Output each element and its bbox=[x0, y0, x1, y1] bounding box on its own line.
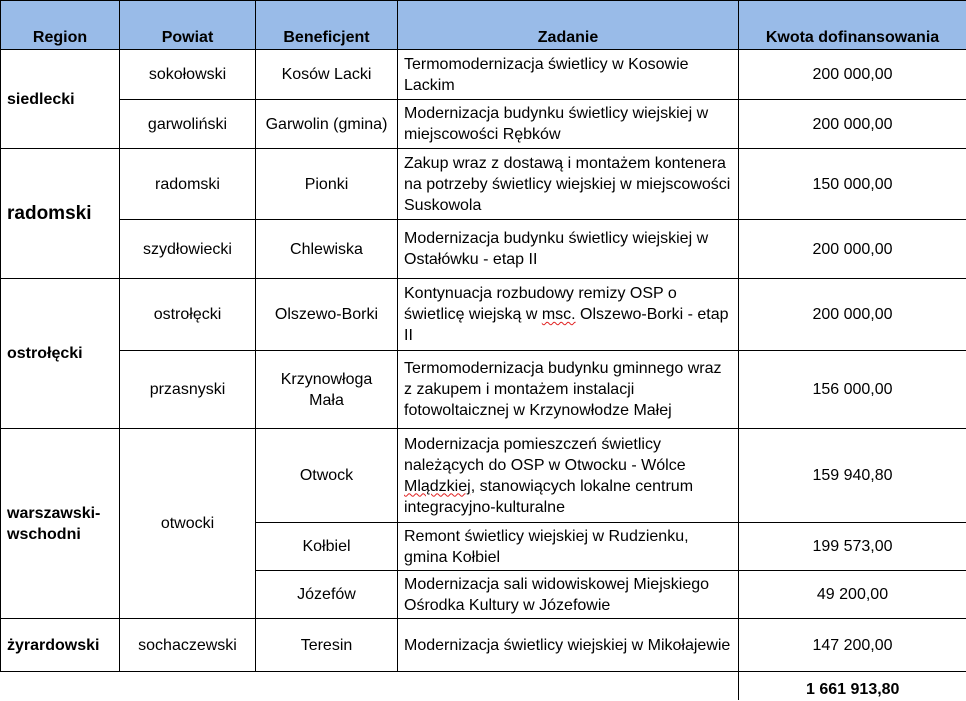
col-header-beneficjent: Beneficjent bbox=[256, 1, 398, 50]
zadanie-cell: Modernizacja sali widowiskowej Miejskiego Ośrodka Kultury w Józefowie bbox=[398, 571, 739, 619]
beneficjent-cell: Kołbiel bbox=[256, 523, 398, 571]
kwota-cell: 200 000,00 bbox=[739, 100, 966, 149]
powiat-cell: przasnyski bbox=[120, 351, 256, 429]
col-header-zadanie: Zadanie bbox=[398, 1, 739, 50]
region-cell: siedlecki bbox=[1, 50, 120, 149]
zadanie-cell: Zakup wraz z dostawą i montażem kontenera na potrzeby świetlicy wiejskiej w miejscowości Suskowola bbox=[398, 149, 739, 220]
beneficjent-cell: Garwolin (gmina) bbox=[256, 100, 398, 149]
zadanie-text: Olszewo-Borki - etap II bbox=[404, 306, 729, 344]
zadanie-cell bbox=[398, 429, 739, 523]
zadanie-cell: Modernizacja budynku świetlicy wiejskiej w Ostałówku - etap II bbox=[398, 220, 739, 279]
beneficjent-cell: Olszewo-Borki bbox=[256, 279, 398, 351]
beneficjent-cell: Kosów Lacki bbox=[256, 50, 398, 100]
region-cell: radomski bbox=[1, 149, 120, 279]
table-row bbox=[1, 429, 966, 523]
beneficjent-cell: Józefów bbox=[256, 571, 398, 619]
zadanie-cell bbox=[398, 279, 739, 351]
col-header-kwota: Kwota dofinansowania bbox=[739, 1, 966, 50]
col-header-region: Region bbox=[1, 1, 120, 50]
zadanie-text: Modernizacja pomieszczeń świetlicy należących do OSP w Otwocku - Wólce bbox=[404, 435, 686, 474]
powiat-cell: otwocki bbox=[120, 429, 256, 619]
table-row bbox=[1, 220, 966, 279]
zadanie-cell: Termomodernizacja budynku gminnego wraz z zakupem i montażem instalacji fotowoltaicznej w Krzynowłodze Małej bbox=[398, 351, 739, 429]
kwota-cell: 200 000,00 bbox=[739, 50, 966, 100]
powiat-cell: radomski bbox=[120, 149, 256, 220]
zadanie-cell: Remont świetlicy wiejskiej w Rudzienku, gmina Kołbiel bbox=[398, 523, 739, 571]
kwota-cell: 200 000,00 bbox=[739, 279, 966, 351]
kwota-cell: 147 200,00 bbox=[739, 619, 966, 672]
kwota-cell: 199 573,00 bbox=[739, 523, 966, 571]
powiat-cell: garwoliński bbox=[120, 100, 256, 149]
table-row bbox=[1, 279, 966, 351]
col-header-powiat: Powiat bbox=[120, 1, 256, 50]
kwota-cell: 200 000,00 bbox=[739, 220, 966, 279]
kwota-cell: 49 200,00 bbox=[739, 571, 966, 619]
powiat-cell: sokołowski bbox=[120, 50, 256, 100]
region-cell: ostrołęcki bbox=[1, 279, 120, 429]
zadanie-cell: Termomodernizacja świetlicy w Kosowie Lackim bbox=[398, 50, 739, 100]
table-row bbox=[1, 149, 966, 220]
table-row bbox=[1, 50, 966, 100]
beneficjent-cell: Otwock bbox=[256, 429, 398, 523]
region-cell: żyrardowski bbox=[1, 619, 120, 672]
beneficjent-cell: Krzynowłoga Mała bbox=[256, 351, 398, 429]
zadanie-cell: Modernizacja budynku świetlicy wiejskiej w miejscowości Rębków bbox=[398, 100, 739, 149]
table-row bbox=[1, 100, 966, 149]
table-row bbox=[1, 619, 966, 672]
powiat-cell: ostrołęcki bbox=[120, 279, 256, 351]
zadanie-text: Kontynuacja rozbudowy remizy OSP o świetlicę wiejską w bbox=[404, 285, 677, 323]
header-row bbox=[1, 1, 966, 50]
beneficjent-cell: Chlewiska bbox=[256, 220, 398, 279]
kwota-cell: 156 000,00 bbox=[739, 351, 966, 429]
total-row bbox=[1, 672, 966, 700]
beneficjent-cell: Pionki bbox=[256, 149, 398, 220]
total-spacer bbox=[1, 672, 739, 700]
beneficjent-cell: Teresin bbox=[256, 619, 398, 672]
kwota-cell: 159 940,80 bbox=[739, 429, 966, 523]
kwota-cell: 150 000,00 bbox=[739, 149, 966, 220]
spellcheck-error: msc. bbox=[541, 306, 576, 323]
total-amount: 1 661 913,80 bbox=[739, 672, 966, 700]
powiat-cell: szydłowiecki bbox=[120, 220, 256, 279]
zadanie-cell: Modernizacja świetlicy wiejskiej w Mikołajewie bbox=[398, 619, 739, 672]
table-row bbox=[1, 351, 966, 429]
powiat-cell: sochaczewski bbox=[120, 619, 256, 672]
region-cell: warszawski-wschodni bbox=[1, 429, 120, 619]
spellcheck-error: Mlądzkiej bbox=[404, 477, 471, 495]
zadanie-text: , stanowiących lokalne centrum integracyjno-kulturalne bbox=[404, 477, 694, 516]
